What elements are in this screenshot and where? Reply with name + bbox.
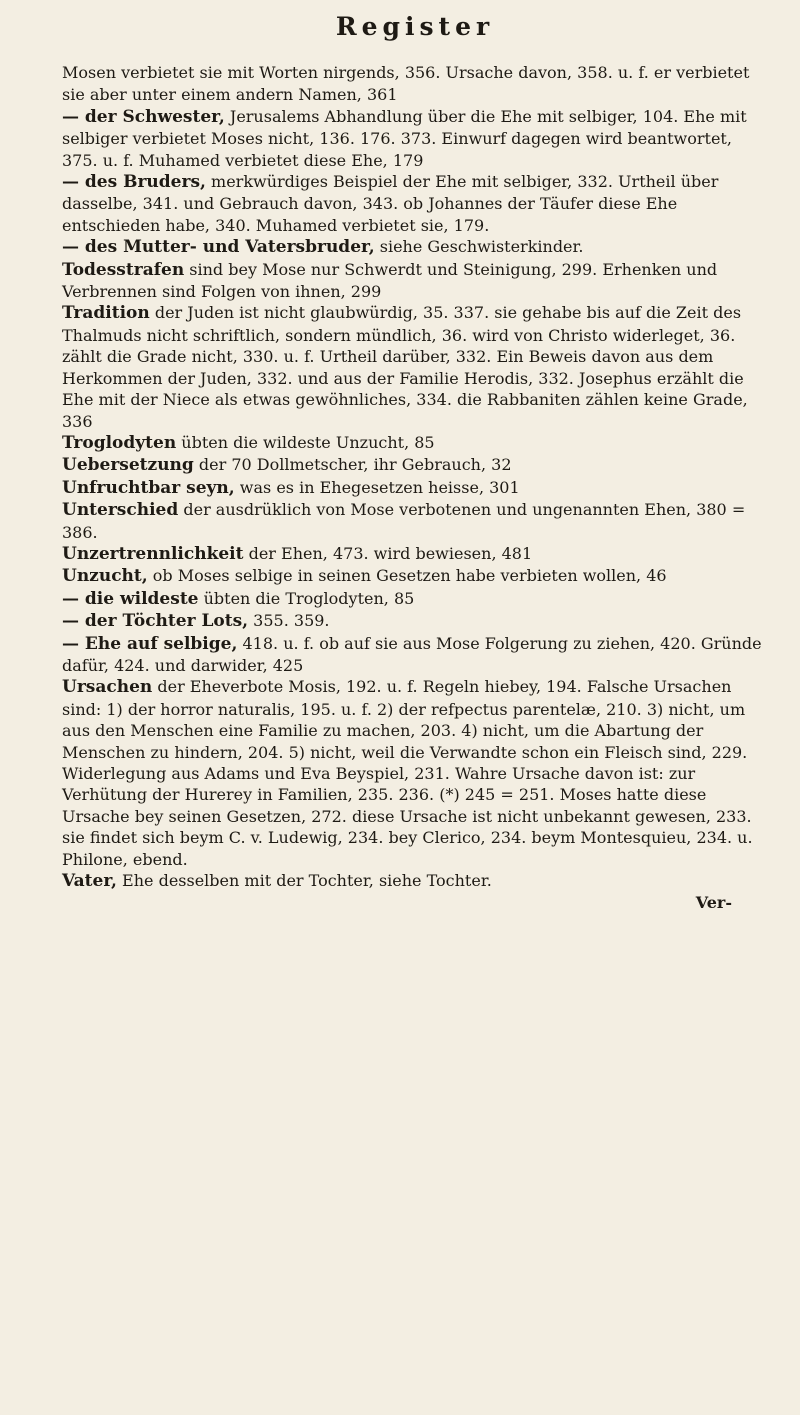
entry-text: übten die Troglodyten, 85 — [198, 588, 415, 608]
entry-headword: Troglodyten — [62, 432, 177, 453]
entry-text: Ehe desselben mit der Tochter, siehe Tochter. — [116, 871, 492, 891]
index-entry — [62, 259, 768, 303]
entry-text: ob Moses selbige in seinen Gesetzen habe verbieten wollen, 46 — [147, 566, 667, 586]
entry-text: der ausdrüklich von Mose verbotenen und ungenannten Ehen, 380 = 386. — [62, 500, 746, 542]
index-entry — [62, 870, 768, 892]
entry-headword: Tradition — [62, 303, 150, 324]
index-entry — [62, 432, 768, 454]
index-entry — [62, 633, 768, 677]
entry-headword: — des Bruders, — [62, 172, 206, 193]
entry-headword: — des Mutter- und Vatersbruder, — [62, 237, 375, 258]
entry-text: 418. u. f. ob auf sie aus Mose Folgerung zu ziehen, 420. Gründe dafür, 424. und darwider, 425 — [62, 633, 762, 675]
index-entry — [62, 106, 768, 171]
entry-text: Mosen verbietet sie mit Worten nirgends, 356. Ursache davon, 358. u. f. er verbietet sie aber unter einem andern Namen, 361 — [62, 63, 750, 105]
entry-headword: — Ehe auf selbige, — [62, 633, 238, 654]
index-entry — [62, 236, 768, 258]
index-entry — [62, 477, 768, 499]
index-entry — [62, 610, 768, 632]
index-entry — [62, 454, 768, 476]
index-entry — [62, 676, 768, 870]
entry-text: der Juden ist nicht glaubwürdig, 35. 337. sie gehabe bis auf die Zeit des Thalmuds nicht schriftlich, sondern mündlich, 36. wird von Christo widerleget, 36. zählt die Grade nicht, 330. u. f. Urtheil darüber, 332. Ein Beweis davon aus dem Herkommen der Juden, 332. und aus der Familie Herodis, 332. Josephus erzählt die Ehe mit der Niece als etwas gewöhnliches, 334. die Rabbaniten zählen keine Grade, 336 — [62, 303, 748, 431]
index-entry — [62, 62, 768, 106]
page-header: Register — [335, 12, 495, 41]
entry-text: übten die wildeste Unzucht, 85 — [176, 432, 435, 452]
entry-headword: — der Töchter Lots, — [62, 611, 249, 632]
index-entry — [62, 588, 768, 610]
entry-headword: — der Schwester, — [62, 106, 225, 127]
index-entry — [62, 302, 768, 431]
entry-text: der 70 Dollmetscher, ihr Gebrauch, 32 — [193, 455, 512, 475]
entry-text: Jerusalems Abhandlung über die Ehe mit selbiger, 104. Ehe mit selbiger verbietet Moses nicht, 136. 176. 373. Einwurf dagegen wird beantwortet, 375. u. f. Muhamed verbietet diese Ehe, 179 — [62, 106, 747, 170]
index-entry — [62, 499, 768, 543]
entry-headword: — die wildeste — [62, 588, 199, 609]
entry-headword: Ursachen — [62, 677, 153, 698]
entry-headword: Uebersetzung — [62, 455, 194, 476]
index-entry — [62, 171, 768, 236]
entry-headword: Unzucht, — [62, 566, 148, 587]
entry-headword: Unzertrennlichkeit — [62, 543, 244, 564]
index-entries — [62, 62, 768, 914]
entry-headword: Vater, — [62, 871, 117, 892]
entry-text: der Ehen, 473. wird bewiesen, 481 — [243, 543, 533, 563]
entry-text: 355. 359. — [248, 611, 330, 631]
entry-text: siehe Geschwisterkinder. — [374, 237, 584, 257]
index-entry — [62, 543, 768, 565]
entry-headword: Todesstrafen — [62, 259, 185, 280]
entry-text: was es in Ehegesetzen heisse, 301 — [234, 477, 520, 497]
catchword: Ver- — [695, 893, 732, 913]
index-entry — [62, 565, 768, 587]
entry-headword: Unterschied — [62, 500, 179, 521]
entry-headword: Unfruchtbar seyn, — [62, 477, 235, 498]
entry-text: sind bey Mose nur Schwerdt und Steinigung, 299. Erhenken und Verbrennen sind Folgen von ihnen, 299 — [62, 259, 718, 302]
entry-text: merkwürdiges Beispiel der Ehe mit selbiger, 332. Urtheil über dasselbe, 341. und Gebrauch davon, 343. ob Johannes der Täufer diese Ehe entschieden habe, 340. Muhamed verbietet sie, 179. — [62, 172, 719, 235]
entry-text: der Eheverbote Mosis, 192. u. f. Regeln hiebey, 194. Falsche Ursachen sind: 1) der horror naturalis, 195. u. f. 2) der refpectus parentelæ, 210. 3) nicht, um aus den Menschen eine Familie zu machen, 203. 4) nicht, um die Abartung der Menschen zu hindern, 204. 5) nicht, weil die Verwandte schon ein Fleisch sind, 229. Widerlegung aus Adams und Eva Beyspiel, 231. Wahre Ursache davon ist: zur Verhütung der Hurerey in Familien, 235. 236. (*) 245 = 251. Moses hatte diese Ursache bey seinen Gesetzen, 272. diese Ursache ist nicht unbekannt gewesen, 233. sie findet sich beym C. v. Ludewig, 234. bey Clerico, 234. beym Montesquieu, 234. u. Philone, ebend. — [62, 677, 753, 869]
